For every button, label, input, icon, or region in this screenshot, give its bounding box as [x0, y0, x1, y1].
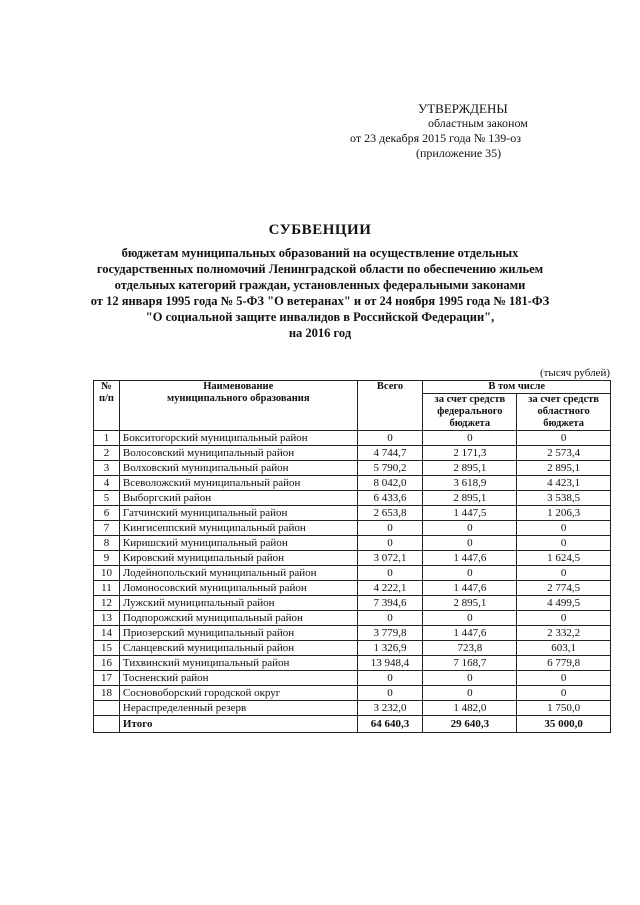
- row-num: 8: [94, 536, 120, 551]
- row-name: Подпорожский муниципальный район: [119, 611, 357, 626]
- row-num: 3: [94, 461, 120, 476]
- row-num: 1: [94, 431, 120, 446]
- row-total: 0: [357, 671, 423, 686]
- approval-stamp: [330, 101, 570, 161]
- row-name: Сосновоборский городской округ: [119, 686, 357, 701]
- row-regional: 4 499,5: [517, 596, 611, 611]
- row-federal: 1 482,0: [423, 701, 517, 716]
- row-num: 9: [94, 551, 120, 566]
- row-num: 14: [94, 626, 120, 641]
- title-line-3: отдельных категорий граждан, установленных федеральными законами: [114, 278, 526, 292]
- row-num: 16: [94, 656, 120, 671]
- table-row: [94, 656, 611, 671]
- row-name: Волховский муниципальный район: [119, 461, 357, 476]
- header-name-line-2: муниципального образования: [166, 393, 310, 404]
- row-num: 15: [94, 641, 120, 656]
- row-regional: 603,1: [517, 641, 611, 656]
- row-total: 8 042,0: [357, 476, 423, 491]
- document-title: [60, 222, 580, 341]
- row-num: 6: [94, 506, 120, 521]
- row-regional: 0: [517, 671, 611, 686]
- title-line-5: "О социальной защите инвалидов в Российской Федерации",: [145, 310, 495, 324]
- table-body: [94, 431, 611, 716]
- row-num: 4: [94, 476, 120, 491]
- table-row: [94, 581, 611, 596]
- row-federal: 0: [423, 431, 517, 446]
- title-line-6: на 2016 год: [288, 326, 352, 340]
- row-total: 3 779,8: [357, 626, 423, 641]
- table-row: [94, 551, 611, 566]
- row-num: 7: [94, 521, 120, 536]
- row-federal: 0: [423, 536, 517, 551]
- table-row: [94, 626, 611, 641]
- header-including: В том числе: [423, 381, 611, 394]
- row-regional: 2 774,5: [517, 581, 611, 596]
- row-federal: 0: [423, 611, 517, 626]
- row-federal: 2 171,3: [423, 446, 517, 461]
- row-regional: 0: [517, 536, 611, 551]
- row-federal: 2 895,1: [423, 461, 517, 476]
- row-num: [94, 701, 120, 716]
- title-line-2: государственных полномочий Ленинградской области по обеспечению жильем: [96, 262, 544, 276]
- row-name: Выборгский район: [119, 491, 357, 506]
- row-federal: 2 895,1: [423, 596, 517, 611]
- row-name: Кингисеппский муниципальный район: [119, 521, 357, 536]
- subsidy-table: [93, 380, 611, 733]
- row-total: 1 326,9: [357, 641, 423, 656]
- row-num: 11: [94, 581, 120, 596]
- total-row: [94, 716, 611, 733]
- row-name: Приозерский муниципальный район: [119, 626, 357, 641]
- row-total: 0: [357, 521, 423, 536]
- table-row: [94, 566, 611, 581]
- row-total: 3 072,1: [357, 551, 423, 566]
- row-federal: 1 447,6: [423, 551, 517, 566]
- header-name-line-1: Наименование: [203, 381, 274, 392]
- row-num: 12: [94, 596, 120, 611]
- row-regional: 6 779,8: [517, 656, 611, 671]
- row-regional: 4 423,1: [517, 476, 611, 491]
- total-label: Итого: [119, 716, 357, 733]
- total-all: 64 640,3: [357, 716, 423, 733]
- row-federal: 723,8: [423, 641, 517, 656]
- table-row: [94, 506, 611, 521]
- row-federal: 1 447,5: [423, 506, 517, 521]
- row-regional: 1 624,5: [517, 551, 611, 566]
- row-name: Лодейнопольский муниципальный район: [119, 566, 357, 581]
- row-name: Тихвинский муниципальный район: [119, 656, 357, 671]
- row-federal: 1 447,6: [423, 581, 517, 596]
- row-name: Всеволожский муниципальный район: [119, 476, 357, 491]
- row-total: 4 744,7: [357, 446, 423, 461]
- row-name: Бокситогорский муниципальный район: [119, 431, 357, 446]
- row-total: 2 653,8: [357, 506, 423, 521]
- row-num: 10: [94, 566, 120, 581]
- row-regional: 0: [517, 686, 611, 701]
- approval-appendix: (приложение 35): [416, 146, 502, 160]
- table-row: [94, 641, 611, 656]
- row-total: 5 790,2: [357, 461, 423, 476]
- row-total: 0: [357, 686, 423, 701]
- table-row: [94, 431, 611, 446]
- row-federal: 7 168,7: [423, 656, 517, 671]
- row-regional: 0: [517, 521, 611, 536]
- row-regional: 0: [517, 566, 611, 581]
- row-regional: 1 206,3: [517, 506, 611, 521]
- row-regional: 0: [517, 431, 611, 446]
- approval-law: областным законом: [428, 116, 528, 130]
- row-num: 17: [94, 671, 120, 686]
- row-federal: 0: [423, 671, 517, 686]
- row-name: Нераспределенный резерв: [119, 701, 357, 716]
- row-total: 7 394,6: [357, 596, 423, 611]
- table-row: [94, 536, 611, 551]
- table-row: [94, 671, 611, 686]
- table-row: [94, 611, 611, 626]
- title-main: СУБВЕНЦИИ: [268, 222, 372, 238]
- row-regional: 2 895,1: [517, 461, 611, 476]
- approval-title: УТВЕРЖДЕНЫ: [418, 101, 508, 116]
- row-num: 5: [94, 491, 120, 506]
- row-total: 6 433,6: [357, 491, 423, 506]
- row-name: Волосовский муниципальный район: [119, 446, 357, 461]
- table-row: [94, 491, 611, 506]
- row-num: 2: [94, 446, 120, 461]
- row-regional: 0: [517, 611, 611, 626]
- row-regional: 1 750,0: [517, 701, 611, 716]
- row-name: Лужский муниципальный район: [119, 596, 357, 611]
- total-federal: 29 640,3: [423, 716, 517, 733]
- title-line-1: бюджетам муниципальных образований на осуществление отдельных: [121, 246, 519, 260]
- table-row: [94, 476, 611, 491]
- table-row: [94, 446, 611, 461]
- row-total: 13 948,4: [357, 656, 423, 671]
- row-total: 0: [357, 536, 423, 551]
- row-name: Ломоносовский муниципальный район: [119, 581, 357, 596]
- row-total: 0: [357, 566, 423, 581]
- row-federal: 0: [423, 521, 517, 536]
- table-row: [94, 701, 611, 716]
- row-federal: 3 618,9: [423, 476, 517, 491]
- row-federal: 0: [423, 566, 517, 581]
- title-line-4: от 12 января 1995 года № 5-ФЗ "О ветеранах" и от 24 ноября 1995 года № 181-ФЗ: [90, 294, 550, 308]
- header-regional: за счет средств областного бюджета: [517, 394, 611, 431]
- table-row: [94, 686, 611, 701]
- row-name: Кировский муниципальный район: [119, 551, 357, 566]
- table-row: [94, 596, 611, 611]
- row-num: 18: [94, 686, 120, 701]
- units-label: (тысяч рублей): [539, 367, 610, 379]
- row-name: Тосненский район: [119, 671, 357, 686]
- total-regional: 35 000,0: [517, 716, 611, 733]
- row-regional: 2 332,2: [517, 626, 611, 641]
- row-regional: 2 573,4: [517, 446, 611, 461]
- row-total: 3 232,0: [357, 701, 423, 716]
- approval-date: от 23 декабря 2015 года № 139-оз: [350, 131, 522, 145]
- row-name: Гатчинский муниципальный район: [119, 506, 357, 521]
- row-name: Киришский муниципальный район: [119, 536, 357, 551]
- row-federal: 0: [423, 686, 517, 701]
- row-total: 0: [357, 611, 423, 626]
- header-num: № п/п: [94, 381, 120, 431]
- header-total: Всего: [357, 381, 423, 431]
- row-name: Сланцевский муниципальный район: [119, 641, 357, 656]
- header-name: [119, 381, 357, 431]
- table-row: [94, 521, 611, 536]
- row-total: 0: [357, 431, 423, 446]
- row-regional: 3 538,5: [517, 491, 611, 506]
- row-total: 4 222,1: [357, 581, 423, 596]
- total-num: [94, 716, 120, 733]
- table-row: [94, 461, 611, 476]
- row-federal: 1 447,6: [423, 626, 517, 641]
- row-num: 13: [94, 611, 120, 626]
- row-federal: 2 895,1: [423, 491, 517, 506]
- header-federal: за счет средств федерального бюджета: [423, 394, 517, 431]
